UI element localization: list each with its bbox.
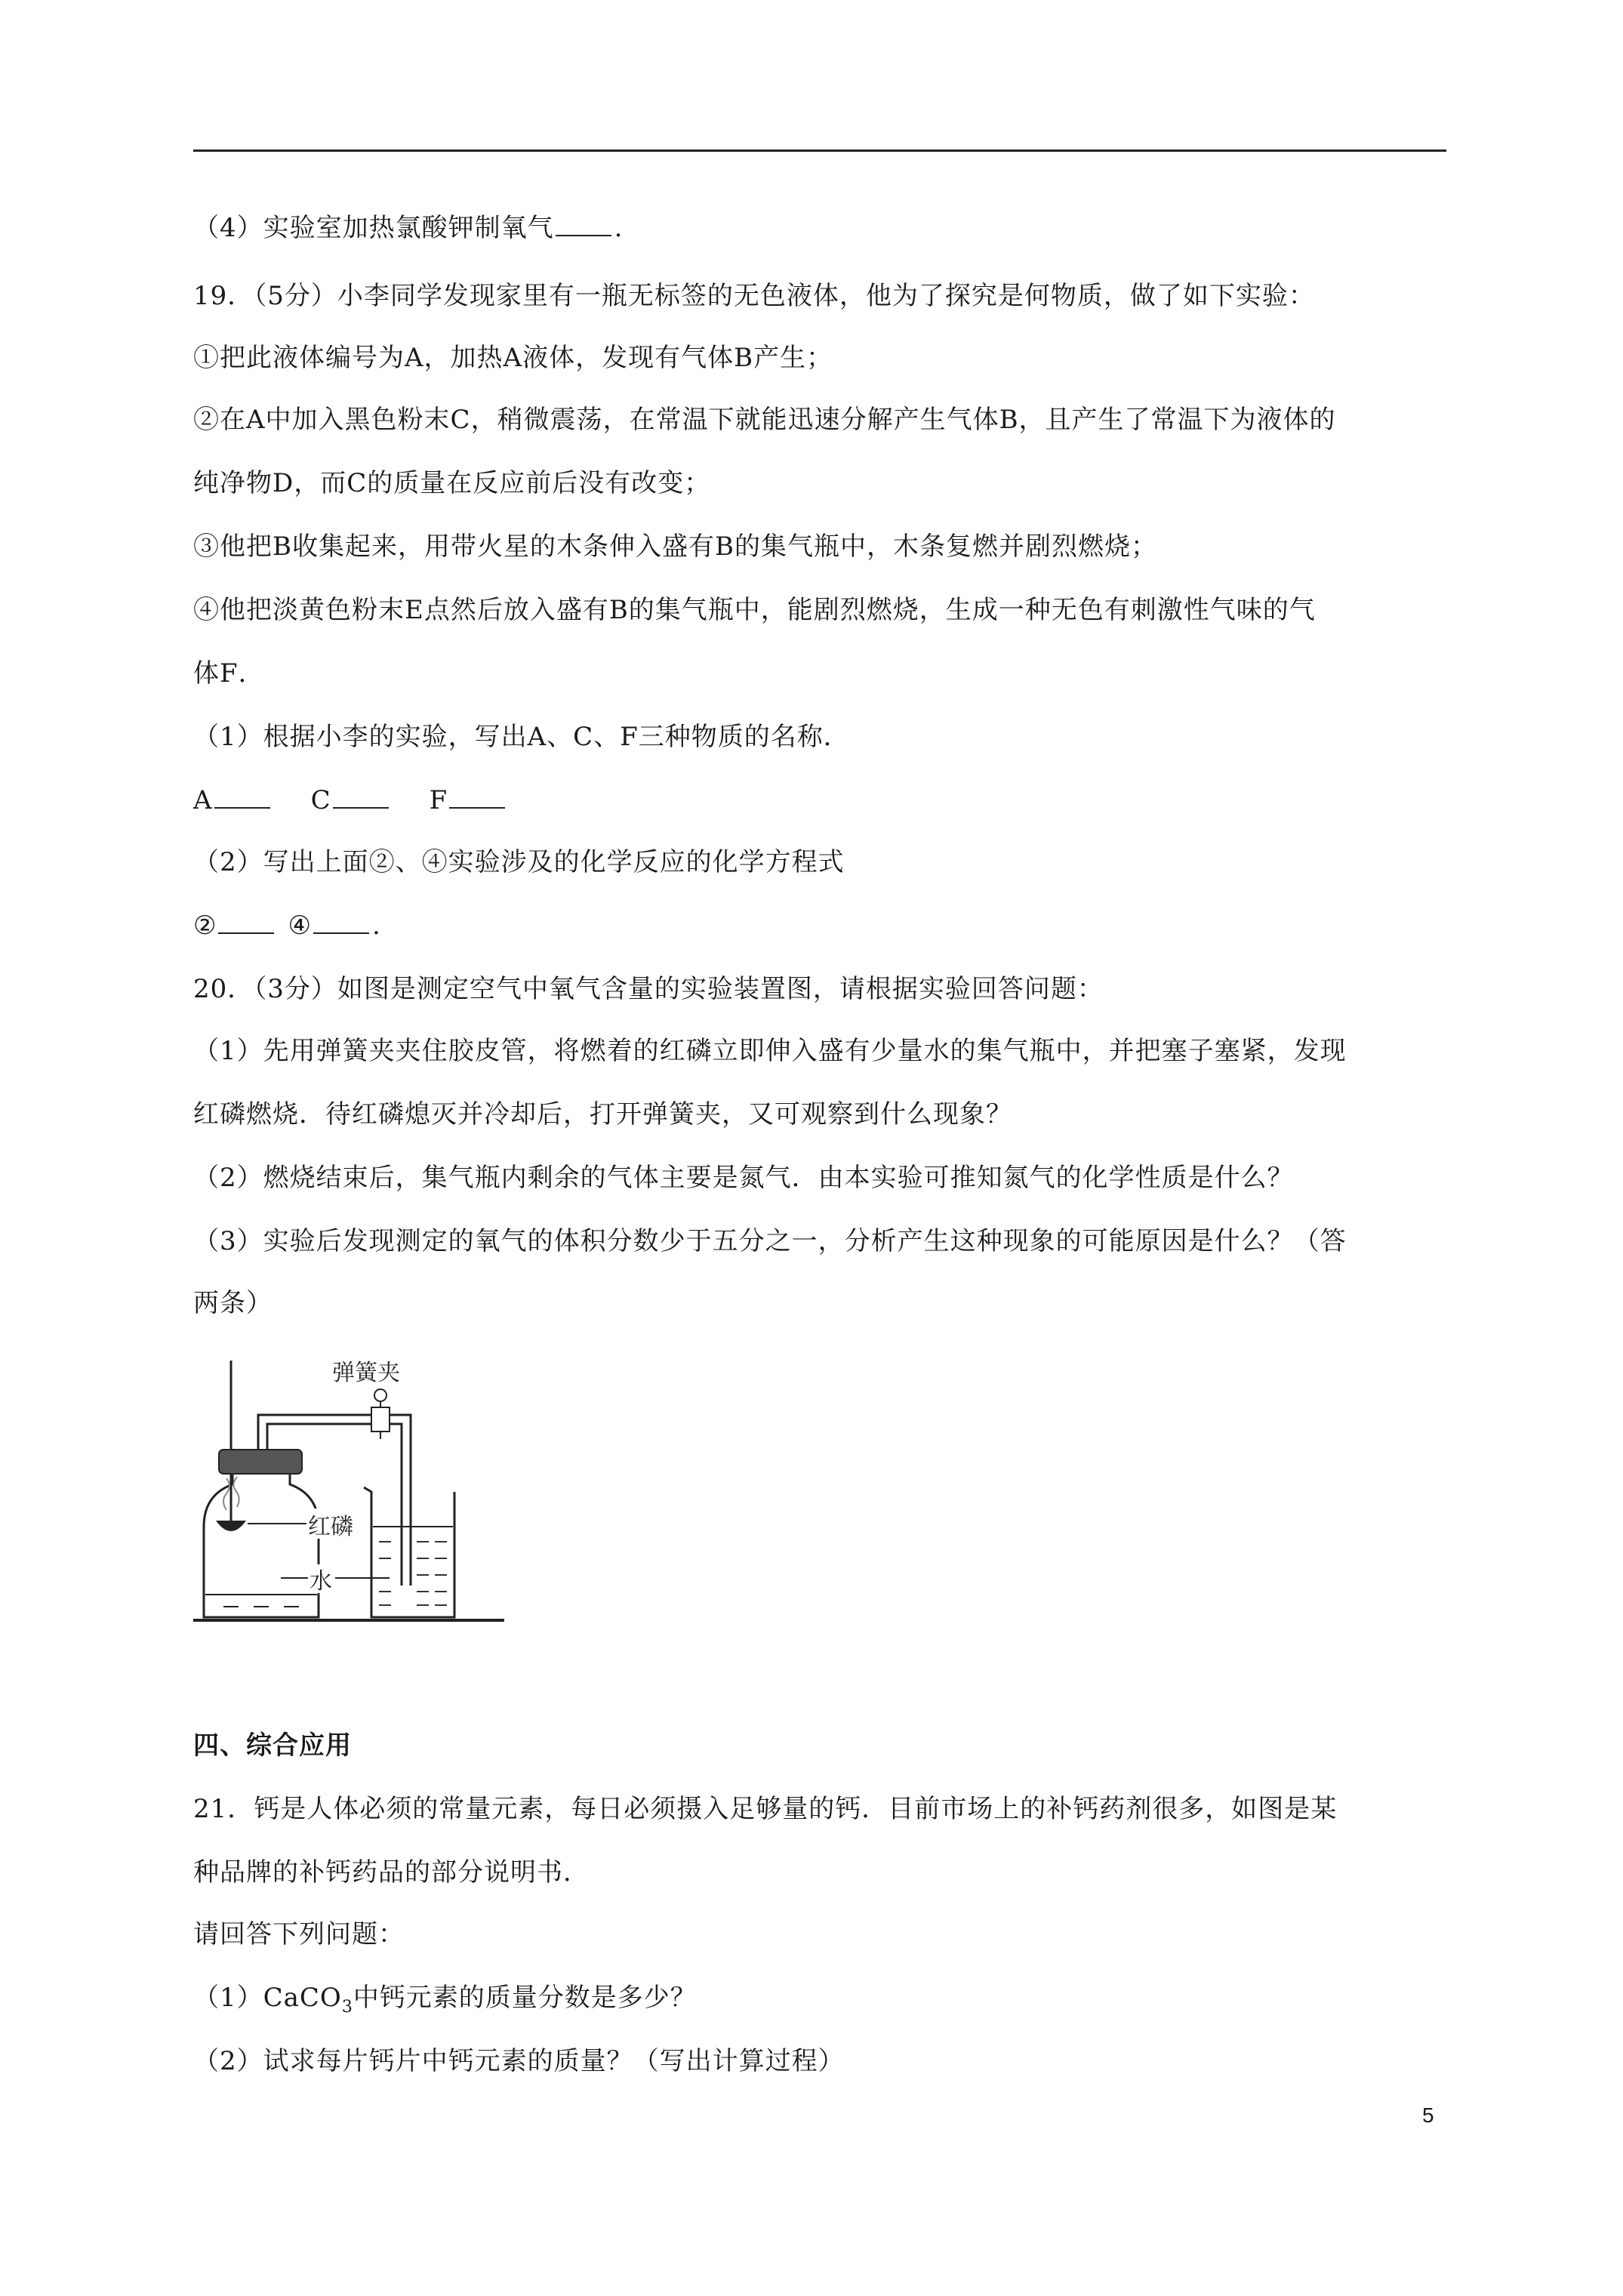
period: . bbox=[371, 911, 381, 941]
q20-part3-line1: （3）实验后发现测定的氧气的体积分数少于五分之一，分析产生这种现象的可能原因是什么？（答 bbox=[193, 1226, 1347, 1256]
q20-part1-line2: 红磷燃烧．待红磷熄灭并冷却后，打开弹簧夹，又可观察到什么现象？ bbox=[193, 1099, 1012, 1130]
period: . bbox=[614, 213, 624, 243]
q19-step3: ③他把B收集起来，用带火星的木条伸入盛有B的集气瓶中，木条复燃并剧烈燃烧； bbox=[193, 532, 1157, 562]
q19-part1: （1）根据小李的实验，写出A、C、F三种物质的名称． bbox=[193, 722, 850, 752]
water-label: 水 bbox=[310, 1568, 332, 1595]
formula-subscript: 3 bbox=[341, 1997, 353, 2017]
q19-part1-blanks bbox=[193, 784, 508, 817]
q21-stem-line1: 21．钙是人体必须的常量元素，每日必须摄入足够量的钙．目前市场上的补钙药剂很多，如图是某 bbox=[193, 1794, 1338, 1824]
answer-blank-eq2 bbox=[218, 910, 274, 934]
q18-part4-line bbox=[193, 211, 623, 245]
page-number: 5 bbox=[1422, 2103, 1434, 2127]
q19-step1: ①把此液体编号为A，加热A液体，发现有气体B产生； bbox=[193, 343, 833, 373]
stopper bbox=[219, 1450, 302, 1474]
q19-step2-line1: ②在A中加入黑色粉末C，稍微震荡，在常温下就能迅速分解产生气体B，且产生了常温下为液体的 bbox=[193, 405, 1336, 435]
q19-part2-blanks bbox=[193, 909, 381, 942]
oxygen-experiment-figure bbox=[193, 1351, 504, 1635]
q19-part2: （2）写出上面②、④实验涉及的化学反应的化学方程式 bbox=[193, 847, 845, 877]
q21-part1 bbox=[193, 1981, 697, 2024]
q18-part4-text: （4）实验室加热氯酸钾制氧气 bbox=[193, 213, 554, 243]
label-f: F bbox=[429, 785, 448, 815]
section-heading: 四、综合应用 bbox=[193, 1730, 352, 1761]
label-circle-2: ② bbox=[193, 911, 217, 941]
answer-blank-f bbox=[449, 784, 505, 809]
label-circle-4: ④ bbox=[288, 911, 312, 941]
apparatus-diagram bbox=[193, 1351, 504, 1635]
label-c: C bbox=[310, 785, 331, 815]
q21-stem-line2: 种品牌的补钙药品的部分说明书． bbox=[193, 1857, 590, 1888]
answer-blank bbox=[556, 212, 611, 236]
spring-clamp bbox=[371, 1407, 390, 1432]
formula-text: （1）CaCO bbox=[193, 1983, 342, 2013]
q20-part3-line2: 两条） bbox=[193, 1288, 273, 1318]
q19-stem: 19．（5分）小李同学发现家里有一瓶无标签的无色液体，他为了探究是何物质，做了如下实验： bbox=[193, 281, 1315, 311]
answer-blank-c bbox=[333, 784, 389, 809]
clamp-label: 弹簧夹 bbox=[332, 1360, 400, 1386]
q21-prompt: 请回答下列问题： bbox=[193, 1919, 405, 1949]
q20-part1-line1: （1）先用弹簧夹夹住胶皮管，将燃着的红磷立即伸入盛有少量水的集气瓶中，并把塞子塞紧，发现 bbox=[193, 1036, 1347, 1066]
answer-blank-a bbox=[214, 784, 270, 809]
q19-step2-line2: 纯净物D，而C的质量在反应前后没有改变； bbox=[193, 468, 711, 498]
q20-stem: 20．（3分）如图是测定空气中氧气含量的实验装置图，请根据实验回答问题： bbox=[193, 974, 1104, 1004]
answer-blank-eq4 bbox=[313, 910, 369, 934]
q21-part2: （2）试求每片钙片中钙元素的质量？（写出计算过程） bbox=[193, 2046, 845, 2076]
label-a: A bbox=[193, 785, 213, 815]
q19-step4-line2: 体F． bbox=[193, 658, 265, 689]
header-rule bbox=[193, 149, 1446, 152]
q20-part2: （2）燃烧结束后，集气瓶内剩余的气体主要是氮气．由本实验可推知氮气的化学性质是什么？ bbox=[193, 1163, 1294, 1193]
phosphorus-label: 红磷 bbox=[308, 1514, 353, 1540]
q21-part1-text: 中钙元素的质量分数是多少？ bbox=[353, 1983, 697, 2013]
q19-step4-line1: ④他把淡黄色粉末E点然后放入盛有B的集气瓶中，能剧烈燃烧，生成一种无色有刺激性气味的气 bbox=[193, 595, 1316, 625]
